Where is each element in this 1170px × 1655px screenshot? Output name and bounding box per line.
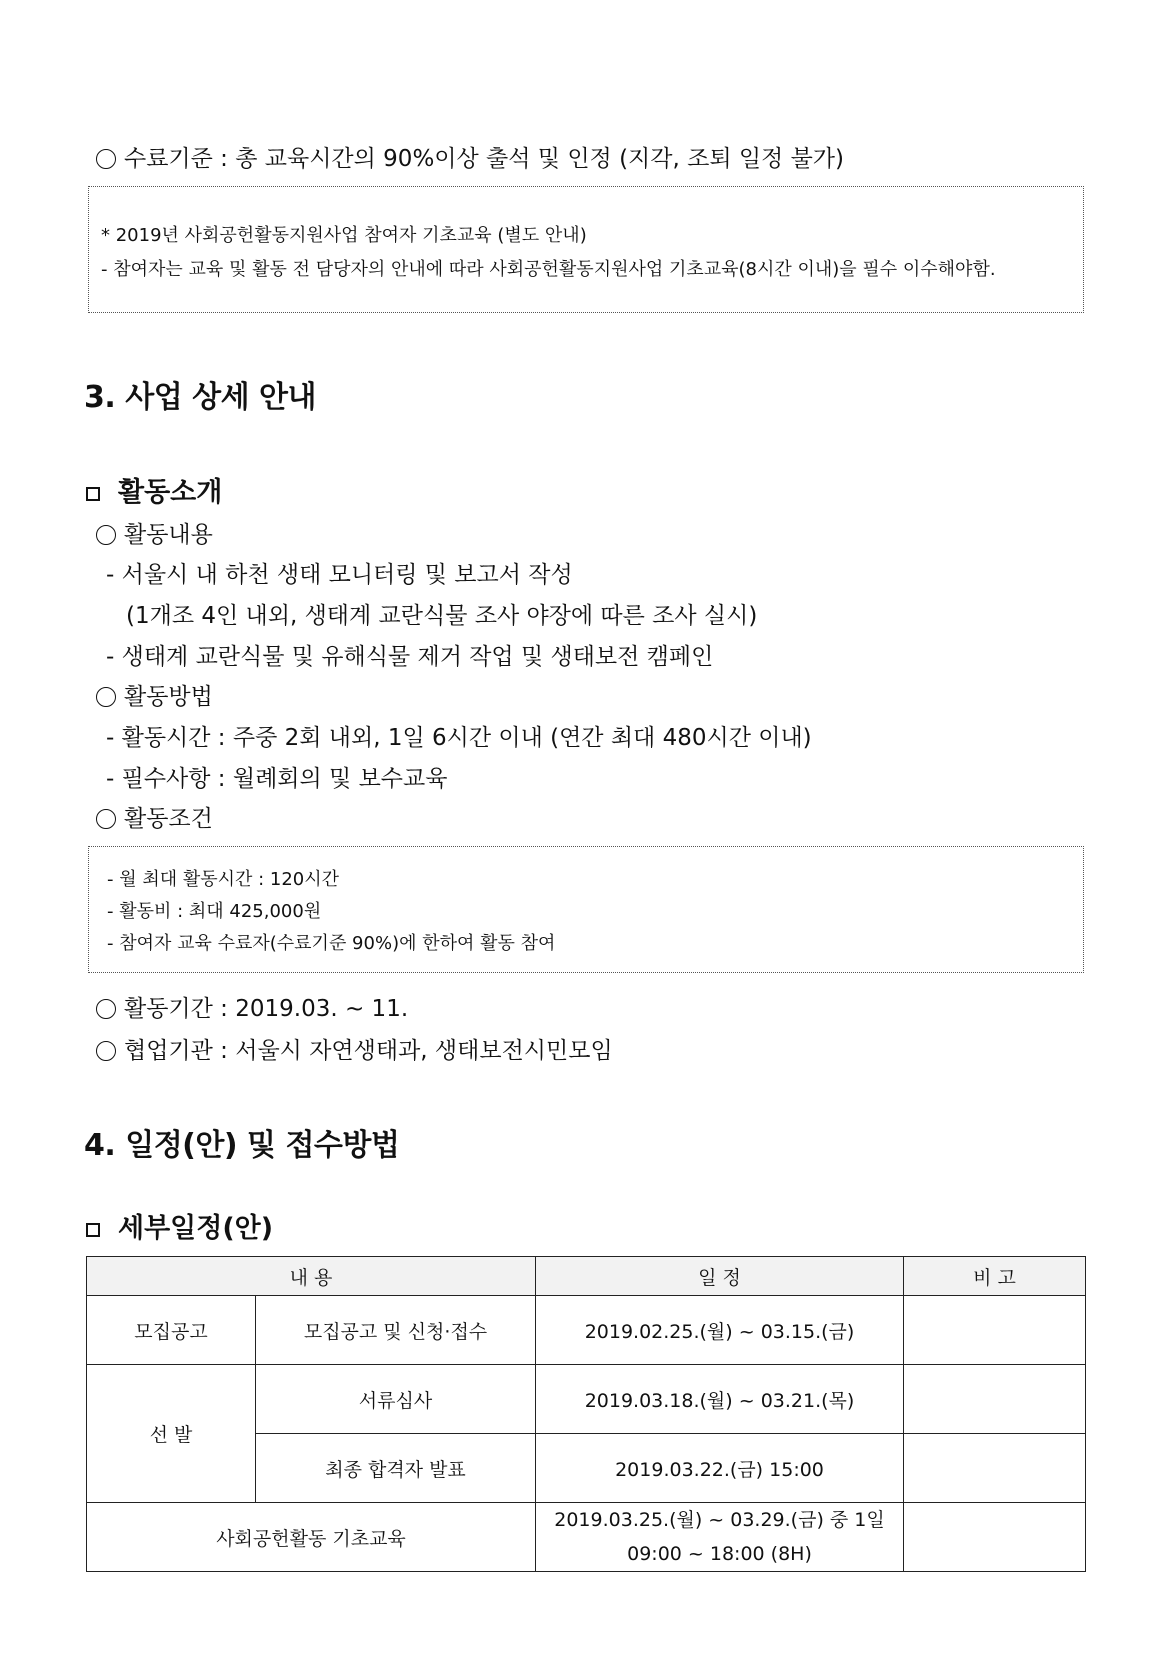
header-content: 내 용 (87, 1257, 536, 1296)
activity-content-label-text: 활동내용 (124, 522, 213, 548)
square-bullet-icon (86, 1223, 100, 1237)
circle-bullet-icon (96, 809, 116, 829)
note-cell (904, 1503, 1086, 1572)
activity-condition-line2: - 활동비 : 최대 425,000원 (107, 901, 322, 922)
activity-method-item-2: - 필수사항 : 월례회의 및 보수교육 (106, 766, 448, 792)
partner-organization-text: 협업기관 : 서울시 자연생태과, 생태보전시민모임 (124, 1038, 613, 1064)
activity-method-label (96, 678, 213, 711)
activity-content-label (96, 516, 213, 549)
activity-content-item-2: - 생태계 교란식물 및 유해식물 제거 작업 및 생태보전 캠페인 (106, 644, 714, 670)
table-row (87, 1503, 1086, 1572)
activity-content-item-1-note: (1개조 4인 내외, 생태계 교란식물 조사 야장에 따른 조사 실시) (126, 603, 758, 629)
section-3-heading: 3. 사업 상세 안내 (84, 380, 316, 415)
item-cell: 최종 합격자 발표 (256, 1434, 536, 1503)
circle-bullet-icon (96, 149, 116, 169)
date-cell (536, 1503, 904, 1572)
note-cell (904, 1296, 1086, 1365)
category-recruitment: 모집공고 (87, 1296, 256, 1365)
activity-condition-label-text: 활동조건 (124, 806, 213, 832)
activity-intro-heading-text: 활동소개 (118, 477, 223, 508)
activity-period-text: 활동기간 : 2019.03. ~ 11. (124, 996, 409, 1022)
basic-education-line1: * 2019년 사회공헌활동지원사업 참여자 기초교육 (별도 안내) (101, 225, 587, 246)
basic-education-line2: - 참여자는 교육 및 활동 전 담당자의 안내에 따라 사회공헌활동지원사업 기초교육(8시간 이내)을 필수 이수해야함. (101, 259, 996, 280)
date-cell: 2019.03.18.(월) ~ 03.21.(목) (536, 1365, 904, 1434)
partner-organization (96, 1032, 613, 1065)
date-cell: 2019.02.25.(월) ~ 03.15.(금) (536, 1296, 904, 1365)
circle-bullet-icon (96, 687, 116, 707)
activity-method-label-text: 활동방법 (124, 684, 213, 710)
header-note: 비 고 (904, 1257, 1086, 1296)
table-row (87, 1365, 1086, 1434)
table-header-row (87, 1257, 1086, 1296)
schedule-table (86, 1256, 1086, 1572)
circle-bullet-icon (96, 525, 116, 545)
activity-period (96, 990, 408, 1023)
activity-condition-line3: - 참여자 교육 수료자(수료기준 90%)에 한하여 활동 참여 (107, 933, 556, 954)
date-cell: 2019.03.22.(금) 15:00 (536, 1434, 904, 1503)
activity-condition-label (96, 800, 213, 833)
category-selection: 선 발 (87, 1365, 256, 1503)
item-cell: 사회공헌활동 기초교육 (87, 1503, 536, 1572)
item-cell: 서류심사 (256, 1365, 536, 1434)
header-schedule: 일 정 (536, 1257, 904, 1296)
basic-education-notice-box (88, 186, 1084, 313)
detailed-schedule-heading (86, 1206, 273, 1245)
circle-bullet-icon (96, 999, 116, 1019)
circle-bullet-icon (96, 1041, 116, 1061)
detailed-schedule-heading-text: 세부일정(안) (118, 1213, 274, 1244)
activity-content-item-1: - 서울시 내 하천 생태 모니터링 및 보고서 작성 (106, 562, 573, 588)
completion-criteria (96, 140, 844, 173)
activity-condition-line1: - 월 최대 활동시간 : 120시간 (107, 869, 340, 890)
note-cell (904, 1434, 1086, 1503)
section-4-heading: 4. 일정(안) 및 접수방법 (84, 1128, 400, 1163)
date-line-2: 09:00 ~ 18:00 (8H) (627, 1543, 812, 1565)
activity-method-item-1: - 활동시간 : 주중 2회 내외, 1일 6시간 이내 (연간 최대 480시간 이내) (106, 725, 812, 751)
activity-intro-heading (86, 470, 222, 509)
completion-criteria-text: 수료기준 : 총 교육시간의 90%이상 출석 및 인정 (지각, 조퇴 일정 불가) (124, 146, 844, 172)
date-line-1: 2019.03.25.(월) ~ 03.29.(금) 중 1일 (554, 1509, 885, 1531)
square-bullet-icon (86, 487, 100, 501)
item-cell: 모집공고 및 신청·접수 (256, 1296, 536, 1365)
activity-condition-box (88, 846, 1084, 973)
note-cell (904, 1365, 1086, 1434)
table-row (87, 1296, 1086, 1365)
